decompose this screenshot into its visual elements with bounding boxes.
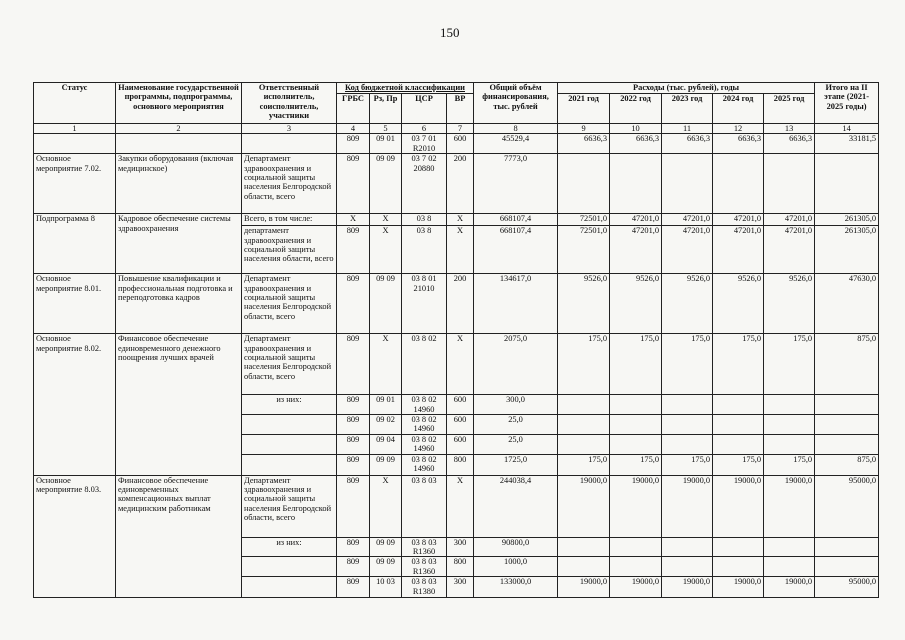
table-row [34, 154, 879, 214]
y2025-cell: 175,0 [764, 334, 815, 395]
header-2025: 2025 год [764, 94, 815, 124]
responsible-cell: Всего, в том числе: [242, 214, 337, 226]
header-vr: ВР [447, 94, 474, 124]
y2025-cell: 9526,0 [764, 274, 815, 334]
table-row [34, 334, 879, 395]
itogo-cell [815, 537, 879, 557]
csr-cell: 03 8 02 [402, 334, 447, 395]
y2024-cell: 6636,3 [713, 134, 764, 154]
vr-cell: 300 [447, 537, 474, 557]
rzpr-cell: Х [370, 214, 402, 226]
status-cell: Основное мероприятие 7.02. [34, 154, 116, 214]
csr-cell: 03 7 01 R2010 [402, 134, 447, 154]
status-cell: Основное мероприятие 8.01. [34, 274, 116, 334]
responsible-cell [242, 434, 337, 454]
responsible-cell: из них: [242, 395, 337, 415]
rzpr-cell: 09 01 [370, 134, 402, 154]
table-row [34, 134, 879, 154]
csr-cell: 03 8 02 14960 [402, 395, 447, 415]
y2025-cell: 47201,0 [764, 214, 815, 226]
y2022-cell [610, 537, 662, 557]
y2023-cell [662, 537, 713, 557]
responsible-cell: Департамент здравоохранения и социальной защиты населения Белгородской области, всего [242, 274, 337, 334]
grbs-cell: 809 [337, 475, 370, 537]
page-number: 150 [440, 25, 460, 40]
status-cell [34, 134, 116, 154]
y2021-cell: 175,0 [558, 454, 610, 475]
y2023-cell [662, 154, 713, 214]
csr-cell: 03 8 02 14960 [402, 454, 447, 475]
y2023-cell: 47201,0 [662, 226, 713, 274]
itogo-cell: 261305,0 [815, 226, 879, 274]
header-expenses: Расходы (тыс. рублей), годы [558, 83, 815, 94]
itogo-cell: 95000,0 [815, 475, 879, 537]
rzpr-cell: 09 09 [370, 154, 402, 214]
y2023-cell [662, 415, 713, 435]
y2023-cell: 47201,0 [662, 214, 713, 226]
header-rzpr: Рз, Пр [370, 94, 402, 124]
y2023-cell: 19000,0 [662, 577, 713, 598]
rzpr-cell: 10 03 [370, 577, 402, 598]
vr-cell: Х [447, 475, 474, 537]
y2022-cell: 6636,3 [610, 134, 662, 154]
budget-table [33, 82, 879, 598]
y2022-cell: 19000,0 [610, 577, 662, 598]
header-csr: ЦСР [402, 94, 447, 124]
grbs-cell: 809 [337, 454, 370, 475]
column-number: 1 [34, 124, 116, 134]
y2024-cell: 175,0 [713, 334, 764, 395]
grbs-cell: 809 [337, 577, 370, 598]
grbs-cell: Х [337, 214, 370, 226]
y2024-cell: 19000,0 [713, 475, 764, 537]
y2022-cell: 175,0 [610, 334, 662, 395]
total-cell: 668107,4 [474, 214, 558, 226]
csr-cell: 03 8 03 [402, 475, 447, 537]
status-cell: Основное мероприятие 8.02. [34, 334, 116, 475]
y2022-cell [610, 434, 662, 454]
y2023-cell: 9526,0 [662, 274, 713, 334]
csr-cell: 03 8 [402, 214, 447, 226]
header-total-stage: Итого на II этапе (2021-2025 годы) [815, 83, 879, 124]
column-number: 6 [402, 124, 447, 134]
itogo-cell [815, 415, 879, 435]
column-number: 12 [713, 124, 764, 134]
total-cell: 134617,0 [474, 274, 558, 334]
y2022-cell [610, 154, 662, 214]
header-2021: 2021 год [558, 94, 610, 124]
y2024-cell [713, 537, 764, 557]
rzpr-cell: 09 09 [370, 274, 402, 334]
itogo-cell [815, 395, 879, 415]
vr-cell: 600 [447, 434, 474, 454]
responsible-cell: Департамент здравоохранения и социальной защиты населения Белгородской области, всего [242, 334, 337, 395]
vr-cell: Х [447, 334, 474, 395]
csr-cell: 03 8 02 14960 [402, 415, 447, 435]
vr-cell: 800 [447, 557, 474, 577]
y2024-cell: 19000,0 [713, 577, 764, 598]
responsible-cell: из них: [242, 537, 337, 557]
total-cell: 300,0 [474, 395, 558, 415]
y2025-cell: 19000,0 [764, 475, 815, 537]
status-cell: Подпрограмма 8 [34, 214, 116, 274]
header-responsible: Ответственный исполнитель, соисполнитель, участники [242, 83, 337, 124]
y2024-cell: 175,0 [713, 454, 764, 475]
column-number: 8 [474, 124, 558, 134]
responsible-cell: департамент здравоохранения и социальной защиты населения области, всего [242, 226, 337, 274]
responsible-cell [242, 557, 337, 577]
table-row [34, 475, 879, 537]
itogo-cell [815, 154, 879, 214]
y2025-cell: 6636,3 [764, 134, 815, 154]
itogo-cell: 33181,5 [815, 134, 879, 154]
y2022-cell [610, 415, 662, 435]
y2021-cell: 9526,0 [558, 274, 610, 334]
y2022-cell: 175,0 [610, 454, 662, 475]
vr-cell: 200 [447, 154, 474, 214]
header-total-volume: Общий объём финансирования, тыс. рублей [474, 83, 558, 124]
column-number: 14 [815, 124, 879, 134]
csr-cell: 03 8 [402, 226, 447, 274]
itogo-cell [815, 434, 879, 454]
vr-cell: 200 [447, 274, 474, 334]
rzpr-cell: Х [370, 334, 402, 395]
name-cell: Кадровое обеспечение системы здравоохранения [116, 214, 242, 274]
responsible-cell [242, 415, 337, 435]
y2025-cell [764, 395, 815, 415]
csr-cell: 03 8 03 R1360 [402, 537, 447, 557]
itogo-cell [815, 557, 879, 577]
y2025-cell: 19000,0 [764, 577, 815, 598]
y2024-cell: 47201,0 [713, 226, 764, 274]
grbs-cell: 809 [337, 415, 370, 435]
vr-cell: Х [447, 226, 474, 274]
vr-cell: 600 [447, 134, 474, 154]
grbs-cell: 809 [337, 226, 370, 274]
column-number: 3 [242, 124, 337, 134]
y2022-cell: 47201,0 [610, 214, 662, 226]
y2024-cell [713, 415, 764, 435]
responsible-cell [242, 134, 337, 154]
total-cell: 1000,0 [474, 557, 558, 577]
y2024-cell [713, 154, 764, 214]
csr-cell: 03 7 02 20880 [402, 154, 447, 214]
responsible-cell [242, 577, 337, 598]
y2021-cell [558, 415, 610, 435]
rzpr-cell: Х [370, 475, 402, 537]
table-row [34, 274, 879, 334]
total-cell: 668107,4 [474, 226, 558, 274]
header-budget-code: Код бюджетной классификации [337, 83, 474, 94]
total-cell: 133000,0 [474, 577, 558, 598]
vr-cell: 800 [447, 454, 474, 475]
total-cell: 45529,4 [474, 134, 558, 154]
responsible-cell [242, 454, 337, 475]
column-number: 9 [558, 124, 610, 134]
vr-cell: 600 [447, 415, 474, 435]
y2021-cell [558, 434, 610, 454]
rzpr-cell: 09 04 [370, 434, 402, 454]
rzpr-cell: 09 02 [370, 415, 402, 435]
y2021-cell: 19000,0 [558, 577, 610, 598]
csr-cell: 03 8 02 14960 [402, 434, 447, 454]
column-number: 10 [610, 124, 662, 134]
total-cell: 7773,0 [474, 154, 558, 214]
y2021-cell [558, 537, 610, 557]
y2024-cell: 9526,0 [713, 274, 764, 334]
total-cell: 25,0 [474, 415, 558, 435]
column-number-row [34, 124, 879, 134]
itogo-cell: 875,0 [815, 334, 879, 395]
y2025-cell [764, 154, 815, 214]
itogo-cell: 261305,0 [815, 214, 879, 226]
rzpr-cell: 09 09 [370, 454, 402, 475]
header-2024: 2024 год [713, 94, 764, 124]
y2022-cell [610, 557, 662, 577]
vr-cell: 300 [447, 577, 474, 598]
y2024-cell [713, 434, 764, 454]
rzpr-cell: Х [370, 226, 402, 274]
y2022-cell [610, 395, 662, 415]
name-cell: Финансовое обеспечение единовременного денежного поощрения лучших врачей [116, 334, 242, 475]
grbs-cell: 809 [337, 134, 370, 154]
name-cell: Повышение квалификации и профессиональная подготовка и переподготовка кадров [116, 274, 242, 334]
y2023-cell [662, 557, 713, 577]
status-cell: Основное мероприятие 8.03. [34, 475, 116, 598]
y2023-cell: 19000,0 [662, 475, 713, 537]
y2021-cell: 6636,3 [558, 134, 610, 154]
y2021-cell: 72501,0 [558, 226, 610, 274]
column-number: 4 [337, 124, 370, 134]
y2025-cell [764, 537, 815, 557]
y2023-cell [662, 434, 713, 454]
rzpr-cell: 09 01 [370, 395, 402, 415]
responsible-cell: Департамент здравоохранения и социальной защиты населения Белгородской области, всего [242, 154, 337, 214]
name-cell: Закупки оборудования (включая медицинское) [116, 154, 242, 214]
total-cell: 90800,0 [474, 537, 558, 557]
responsible-cell: Департамент здравоохранения и социальной защиты населения Белгородской области, всего [242, 475, 337, 537]
column-number: 5 [370, 124, 402, 134]
name-cell [116, 134, 242, 154]
header-grbs: ГРБС [337, 94, 370, 124]
column-number: 13 [764, 124, 815, 134]
y2023-cell: 175,0 [662, 334, 713, 395]
y2025-cell [764, 415, 815, 435]
y2021-cell: 175,0 [558, 334, 610, 395]
csr-cell: 03 8 03 R1380 [402, 577, 447, 598]
csr-cell: 03 8 03 R1360 [402, 557, 447, 577]
y2023-cell: 175,0 [662, 454, 713, 475]
total-cell: 1725,0 [474, 454, 558, 475]
y2021-cell: 72501,0 [558, 214, 610, 226]
header-2022: 2022 год [610, 94, 662, 124]
table-row [34, 214, 879, 226]
y2025-cell: 47201,0 [764, 226, 815, 274]
header-status: Статус [34, 83, 116, 124]
grbs-cell: 809 [337, 334, 370, 395]
y2025-cell: 175,0 [764, 454, 815, 475]
total-cell: 2075,0 [474, 334, 558, 395]
vr-cell: 600 [447, 395, 474, 415]
header-name: Наименование государственной программы, подпрограммы, основного мероприятия [116, 83, 242, 124]
header-2023: 2023 год [662, 94, 713, 124]
grbs-cell: 809 [337, 395, 370, 415]
y2023-cell: 6636,3 [662, 134, 713, 154]
itogo-cell: 47630,0 [815, 274, 879, 334]
y2025-cell [764, 557, 815, 577]
grbs-cell: 809 [337, 154, 370, 214]
name-cell: Финансовое обеспечение единовременных компенсационных выплат медицинским работникам [116, 475, 242, 598]
y2025-cell [764, 434, 815, 454]
y2024-cell [713, 557, 764, 577]
y2021-cell [558, 154, 610, 214]
column-number: 2 [116, 124, 242, 134]
total-cell: 244038,4 [474, 475, 558, 537]
itogo-cell: 95000,0 [815, 577, 879, 598]
y2023-cell [662, 395, 713, 415]
y2021-cell [558, 557, 610, 577]
y2022-cell: 19000,0 [610, 475, 662, 537]
grbs-cell: 809 [337, 537, 370, 557]
rzpr-cell: 09 09 [370, 537, 402, 557]
vr-cell: Х [447, 214, 474, 226]
column-number: 11 [662, 124, 713, 134]
y2022-cell: 47201,0 [610, 226, 662, 274]
total-cell: 25,0 [474, 434, 558, 454]
csr-cell: 03 8 01 21010 [402, 274, 447, 334]
y2024-cell: 47201,0 [713, 214, 764, 226]
y2022-cell: 9526,0 [610, 274, 662, 334]
y2024-cell [713, 395, 764, 415]
grbs-cell: 809 [337, 274, 370, 334]
y2021-cell: 19000,0 [558, 475, 610, 537]
rzpr-cell: 09 09 [370, 557, 402, 577]
itogo-cell: 875,0 [815, 454, 879, 475]
grbs-cell: 809 [337, 557, 370, 577]
column-number: 7 [447, 124, 474, 134]
grbs-cell: 809 [337, 434, 370, 454]
y2021-cell [558, 395, 610, 415]
